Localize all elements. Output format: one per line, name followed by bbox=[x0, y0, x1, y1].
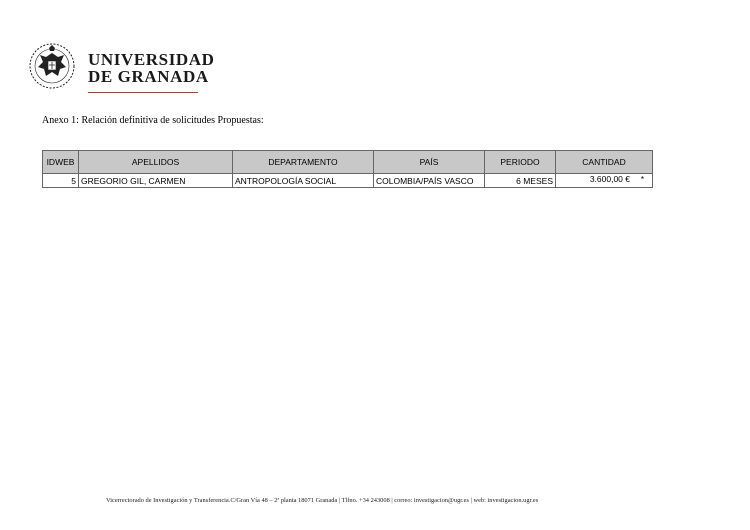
page-footer: Vicerrectorado de Investigación y Transferencia.C/Gran Vía 48 – 2ª planta 18071 Granada | Tlfno. +34 243008 | correo: investigacion@ugr.es | web: investigacion.ugr.es bbox=[106, 497, 539, 504]
annex-title: Anexo 1: Relación definitiva de solicitudes Propuestas: bbox=[42, 115, 264, 126]
cell-periodo: 6 MESES bbox=[485, 174, 556, 188]
brand-underline bbox=[88, 92, 198, 93]
column-header-pais: PAÍS bbox=[374, 151, 485, 174]
university-crest-icon bbox=[28, 40, 76, 92]
column-header-apellidos: APELLIDOS bbox=[79, 151, 233, 174]
cell-cantidad bbox=[556, 174, 653, 188]
cell-departamento: ANTROPOLOGÍA SOCIAL bbox=[233, 174, 374, 188]
column-header-cantidad: CANTIDAD bbox=[556, 151, 653, 174]
university-name-line2: DE GRANADA bbox=[88, 67, 209, 86]
applications-table bbox=[42, 150, 653, 188]
cell-idweb: 5 bbox=[43, 174, 79, 188]
amount-value: 3.600,00 € bbox=[589, 174, 630, 184]
table-row bbox=[43, 174, 653, 188]
column-header-periodo: PERIODO bbox=[485, 151, 556, 174]
university-wordmark bbox=[88, 51, 215, 93]
amount-mark: * bbox=[640, 174, 644, 184]
university-name-line1: UNIVERSIDAD bbox=[88, 50, 215, 69]
table-header-row bbox=[43, 151, 653, 174]
cell-pais: COLOMBIA/PAÍS VASCO bbox=[374, 174, 485, 188]
column-header-departamento: DEPARTAMENTO bbox=[233, 151, 374, 174]
column-header-idweb: IDWEB bbox=[43, 151, 79, 174]
cell-apellidos: GREGORIO GIL, CARMEN bbox=[79, 174, 233, 188]
